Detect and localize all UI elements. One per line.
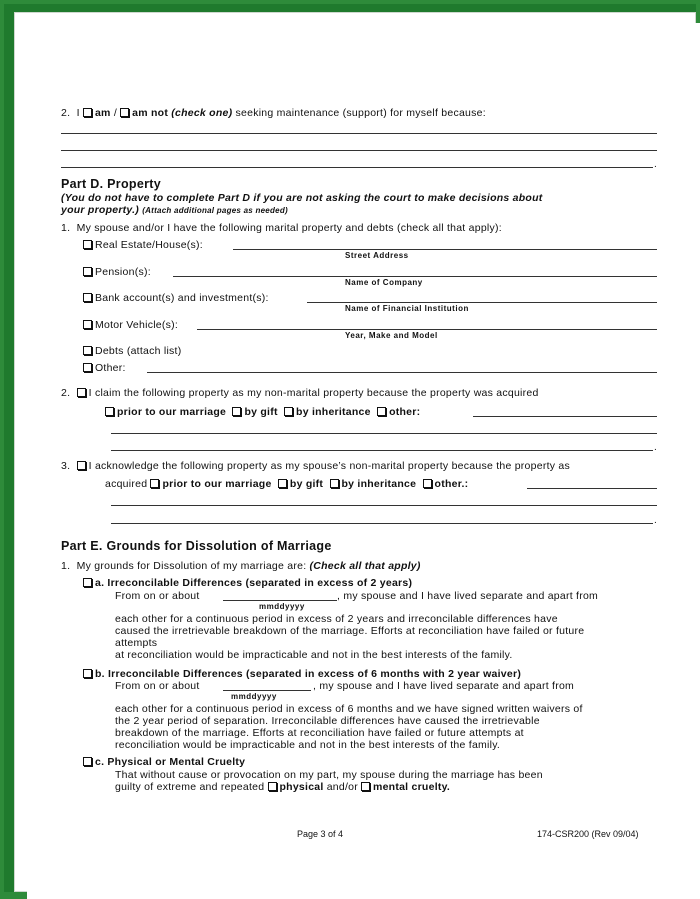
- ack-prior-label: prior to our marriage: [162, 478, 272, 490]
- ack-gift-label: by gift: [289, 478, 324, 490]
- ground-a-date-caption: mmddyyyy: [259, 602, 305, 611]
- spouse-non-marital: [61, 460, 570, 472]
- e1-text: My grounds for Dissolution of my marriage are:: [76, 560, 307, 572]
- document-page: 2. I am / am not (check one) seeking maintenance (support) for myself because: . Part D. Property (You do not have to complete Part D if you are not asking the court to make decisions about your property.) (Attach additional pages as needed) 1. My spouse and/or I have the following marital property and debts (check all that apply): Real Estate/House(s): Street Address Pension(s): Name of Company Bank account(s) and investment(s): Name of Financial Institution Motor Vehicle(s): Year, Make and Model Debts (attach list) Other: 2. I claim the following property as my non-marital property because the property was acquired prior to our marriage by gift by inheritance other: . 3. I acknowledge the following property as my spouse’s non-marital property because the property as acquired prior to our marriage by gift by inheritance other.: . Part E. Grounds for Dissolution of Marriage 1. My grounds for Dissolution of my marriage are: (Check all that apply) a. Irreconcilable Differences (separated in excess of 2 years) From on or about , my spouse and I have lived separate and apart from mmddyyyy each other for a continuous period in excess of 2 years and irreconcilable differences have caused the irretrievable breakdown of the marriage. Efforts at reconciliation have failed or future attempts at reconciliation would be impracticable and not in the best interests of the family. b. Irreconcilable Differences (separated in excess of 6 months with 2 year waiver) From on or about , my spouse and I have lived separate and apart from mmddyyyy each other for a continuous period in excess of 6 months and we have signed written waivers of the 2 year period of separation. Irreconcilable differences have caused the irretrievable breakdown of the marriage. Efforts at reconciliation have failed or future attempts at reconciliation would be impracticable and not in the best interests of the family. c. Physical or Mental Cruelty That without cause or provocation on my part, my spouse during the marriage has been guilty of extreme and repeated physical and/or mental cruelty. Page 3 of 4 174-CSR200 (Rev 09/04): [27, 23, 700, 899]
- q2-i: I: [76, 107, 80, 119]
- part-d-subtitle-2: [61, 204, 288, 216]
- pension-item: [83, 266, 151, 278]
- ground-b-label: b. Irreconcilable Differences (separated in excess of 6 months with 2 year waiver): [95, 668, 522, 680]
- d2-text: I claim the following property as my non-marital property because the property was acquired: [88, 387, 539, 399]
- pension-line[interactable]: [173, 276, 657, 277]
- mental-checkbox[interactable]: [361, 782, 370, 791]
- real-estate-label: Real Estate/House(s):: [95, 239, 203, 251]
- maintenance-line-1[interactable]: [61, 133, 657, 134]
- part-d-subtitle-2-text: your property.): [61, 204, 140, 216]
- maintenance-rest: seeking maintenance (support) for myself because:: [235, 107, 486, 119]
- debts-checkbox[interactable]: [83, 346, 92, 355]
- gift-checkbox[interactable]: [232, 407, 241, 416]
- ground-b-line-4: breakdown of the marriage. Efforts at reconciliation have failed or future attempts at: [115, 727, 524, 739]
- ground-a-from: From on or about: [115, 590, 200, 602]
- ground-b-line-5: reconciliation would be impracticable and not in the best interests of the family.: [115, 739, 501, 751]
- gift-label: by gift: [244, 406, 278, 418]
- claim-checkbox[interactable]: [77, 388, 86, 397]
- name-of-company-caption: Name of Company: [345, 278, 423, 287]
- inheritance-label: by inheritance: [296, 406, 371, 418]
- maintenance-line-3[interactable]: [61, 167, 653, 168]
- d3-number: 3.: [61, 460, 71, 472]
- motor-vehicle-item: [83, 319, 178, 331]
- ground-c-text: guilty of extreme and repeated: [115, 781, 265, 793]
- ack-inheritance-checkbox[interactable]: [330, 479, 339, 488]
- other-label: Other:: [95, 362, 126, 374]
- ground-b-line-2: each other for a continuous period in excess of 6 months and we have signed written waivers of: [115, 703, 583, 715]
- real-estate-item: [83, 239, 203, 251]
- other-line[interactable]: [147, 372, 657, 373]
- and-or: and/or: [326, 781, 358, 793]
- check-one-label: (check one): [171, 107, 233, 119]
- part-d-subtitle: (You do not have to complete Part D if you are not asking the court to make decisions about: [61, 192, 543, 204]
- maintenance-question: [61, 107, 486, 119]
- physical-checkbox[interactable]: [268, 782, 277, 791]
- am-checkbox[interactable]: [83, 108, 92, 117]
- part-e-title: Part E. Grounds for Dissolution of Marriage: [61, 539, 332, 553]
- claim-options: [105, 406, 420, 418]
- ground-b-date-caption: mmddyyyy: [231, 692, 277, 701]
- d2-number: 2.: [61, 387, 71, 399]
- ground-b-date-line[interactable]: [223, 690, 311, 691]
- d3-text: I acknowledge the following property as my spouse’s non-marital property because the property as: [88, 460, 570, 472]
- ground-b-checkbox[interactable]: [83, 669, 92, 678]
- ground-a-line-5: at reconciliation would be impracticable and not in the best interests of the family.: [115, 649, 513, 661]
- ground-a-line-3: caused the irretrievable breakdown of the marriage. Efforts at reconciliation have failed or future: [115, 625, 585, 637]
- other-claim-label: other:: [389, 406, 421, 418]
- physical-label: physical: [279, 781, 324, 793]
- part-d-title: Part D. Property: [61, 177, 161, 191]
- financial-institution-caption: Name of Financial Institution: [345, 304, 469, 313]
- ground-b-from: From on or about: [115, 680, 200, 692]
- ack-other-checkbox[interactable]: [423, 479, 432, 488]
- ack-line-3[interactable]: [111, 523, 653, 524]
- ack-line-2[interactable]: [111, 505, 657, 506]
- page-border: [14, 12, 696, 892]
- pension-label: Pension(s):: [95, 266, 151, 278]
- bank-line[interactable]: [307, 302, 657, 303]
- debts-label: Debts (attach list): [95, 345, 182, 357]
- motor-vehicle-line[interactable]: [197, 329, 657, 330]
- motor-vehicle-checkbox[interactable]: [83, 320, 92, 329]
- d1-text: My spouse and/or I have the following marital property and debts (check all that apply):: [76, 222, 502, 234]
- other-checkbox[interactable]: [83, 363, 92, 372]
- e1-number: 1.: [61, 560, 71, 572]
- prior-label: prior to our marriage: [117, 406, 227, 418]
- ground-a-line-4: attempts: [115, 637, 158, 649]
- ground-c-checkbox[interactable]: [83, 757, 92, 766]
- outer-frame: [4, 4, 696, 892]
- ground-a-from-rest: , my spouse and I have lived separate and apart from: [337, 590, 599, 602]
- real-estate-checkbox[interactable]: [83, 240, 92, 249]
- bank-label: Bank account(s) and investment(s):: [95, 292, 269, 304]
- check-all-label: (Check all that apply): [309, 560, 421, 572]
- year-make-caption: Year, Make and Model: [345, 331, 438, 340]
- maintenance-line-2[interactable]: [61, 150, 657, 151]
- slash: /: [113, 107, 117, 119]
- ground-a-label: a. Irreconcilable Differences (separated in excess of 2 years): [95, 577, 413, 589]
- ack-prior-checkbox[interactable]: [150, 479, 159, 488]
- ground-b-from-rest: , my spouse and I have lived separate and apart from: [313, 680, 575, 692]
- d1-number: 1.: [61, 222, 71, 234]
- ground-a-title: [83, 577, 412, 589]
- ground-c-label: c. Physical or Mental Cruelty: [95, 756, 246, 768]
- am-not-label: am not: [132, 107, 169, 119]
- am-not-checkbox[interactable]: [120, 108, 129, 117]
- form-number: 174-CSR200 (Rev 09/04): [537, 829, 639, 839]
- attach-note: (Attach additional pages as needed): [142, 206, 288, 215]
- claim-line-3[interactable]: [111, 450, 653, 451]
- ground-b-line-3: the 2 year period of separation. Irreconcilable differences have caused the irretrievable: [115, 715, 540, 727]
- pension-checkbox[interactable]: [83, 267, 92, 276]
- bank-checkbox[interactable]: [83, 293, 92, 302]
- motor-vehicle-label: Motor Vehicle(s):: [95, 319, 179, 331]
- grounds-question: [61, 560, 421, 572]
- ground-a-line-2: each other for a continuous period in excess of 2 years and irreconcilable differences have: [115, 613, 558, 625]
- other-item: [83, 362, 126, 374]
- ground-a-date-line[interactable]: [223, 600, 337, 601]
- ack-gift-checkbox[interactable]: [278, 479, 287, 488]
- ground-b-title: [83, 668, 521, 680]
- acquired-label: acquired: [105, 478, 148, 490]
- ack-other-label: other.:: [434, 478, 469, 490]
- debts-item: [83, 345, 181, 357]
- street-address-caption: Street Address: [345, 251, 409, 260]
- q2-number: 2.: [61, 107, 71, 119]
- claim-line-2[interactable]: [111, 433, 657, 434]
- am-label: am: [94, 107, 111, 119]
- acknowledge-options: [105, 478, 468, 490]
- claim-other-line[interactable]: [473, 416, 657, 417]
- ground-a-checkbox[interactable]: [83, 578, 92, 587]
- real-estate-line[interactable]: [233, 249, 657, 250]
- inheritance-checkbox[interactable]: [284, 407, 293, 416]
- ground-c-title: [83, 756, 245, 768]
- bank-item: [83, 292, 269, 304]
- ground-c-line-2: [115, 781, 450, 793]
- mental-label: mental cruelty.: [373, 781, 451, 793]
- ack-other-line[interactable]: [527, 488, 657, 489]
- page-number: Page 3 of 4: [297, 829, 344, 839]
- other-claim-checkbox[interactable]: [377, 407, 386, 416]
- prior-checkbox[interactable]: [105, 407, 114, 416]
- ack-inheritance-label: by inheritance: [341, 478, 417, 490]
- ground-c-line-1: That without cause or provocation on my part, my spouse during the marriage has been: [115, 769, 543, 781]
- acknowledge-checkbox[interactable]: [77, 461, 86, 470]
- non-marital-claim: [61, 387, 539, 399]
- marital-property-question: [61, 222, 502, 234]
